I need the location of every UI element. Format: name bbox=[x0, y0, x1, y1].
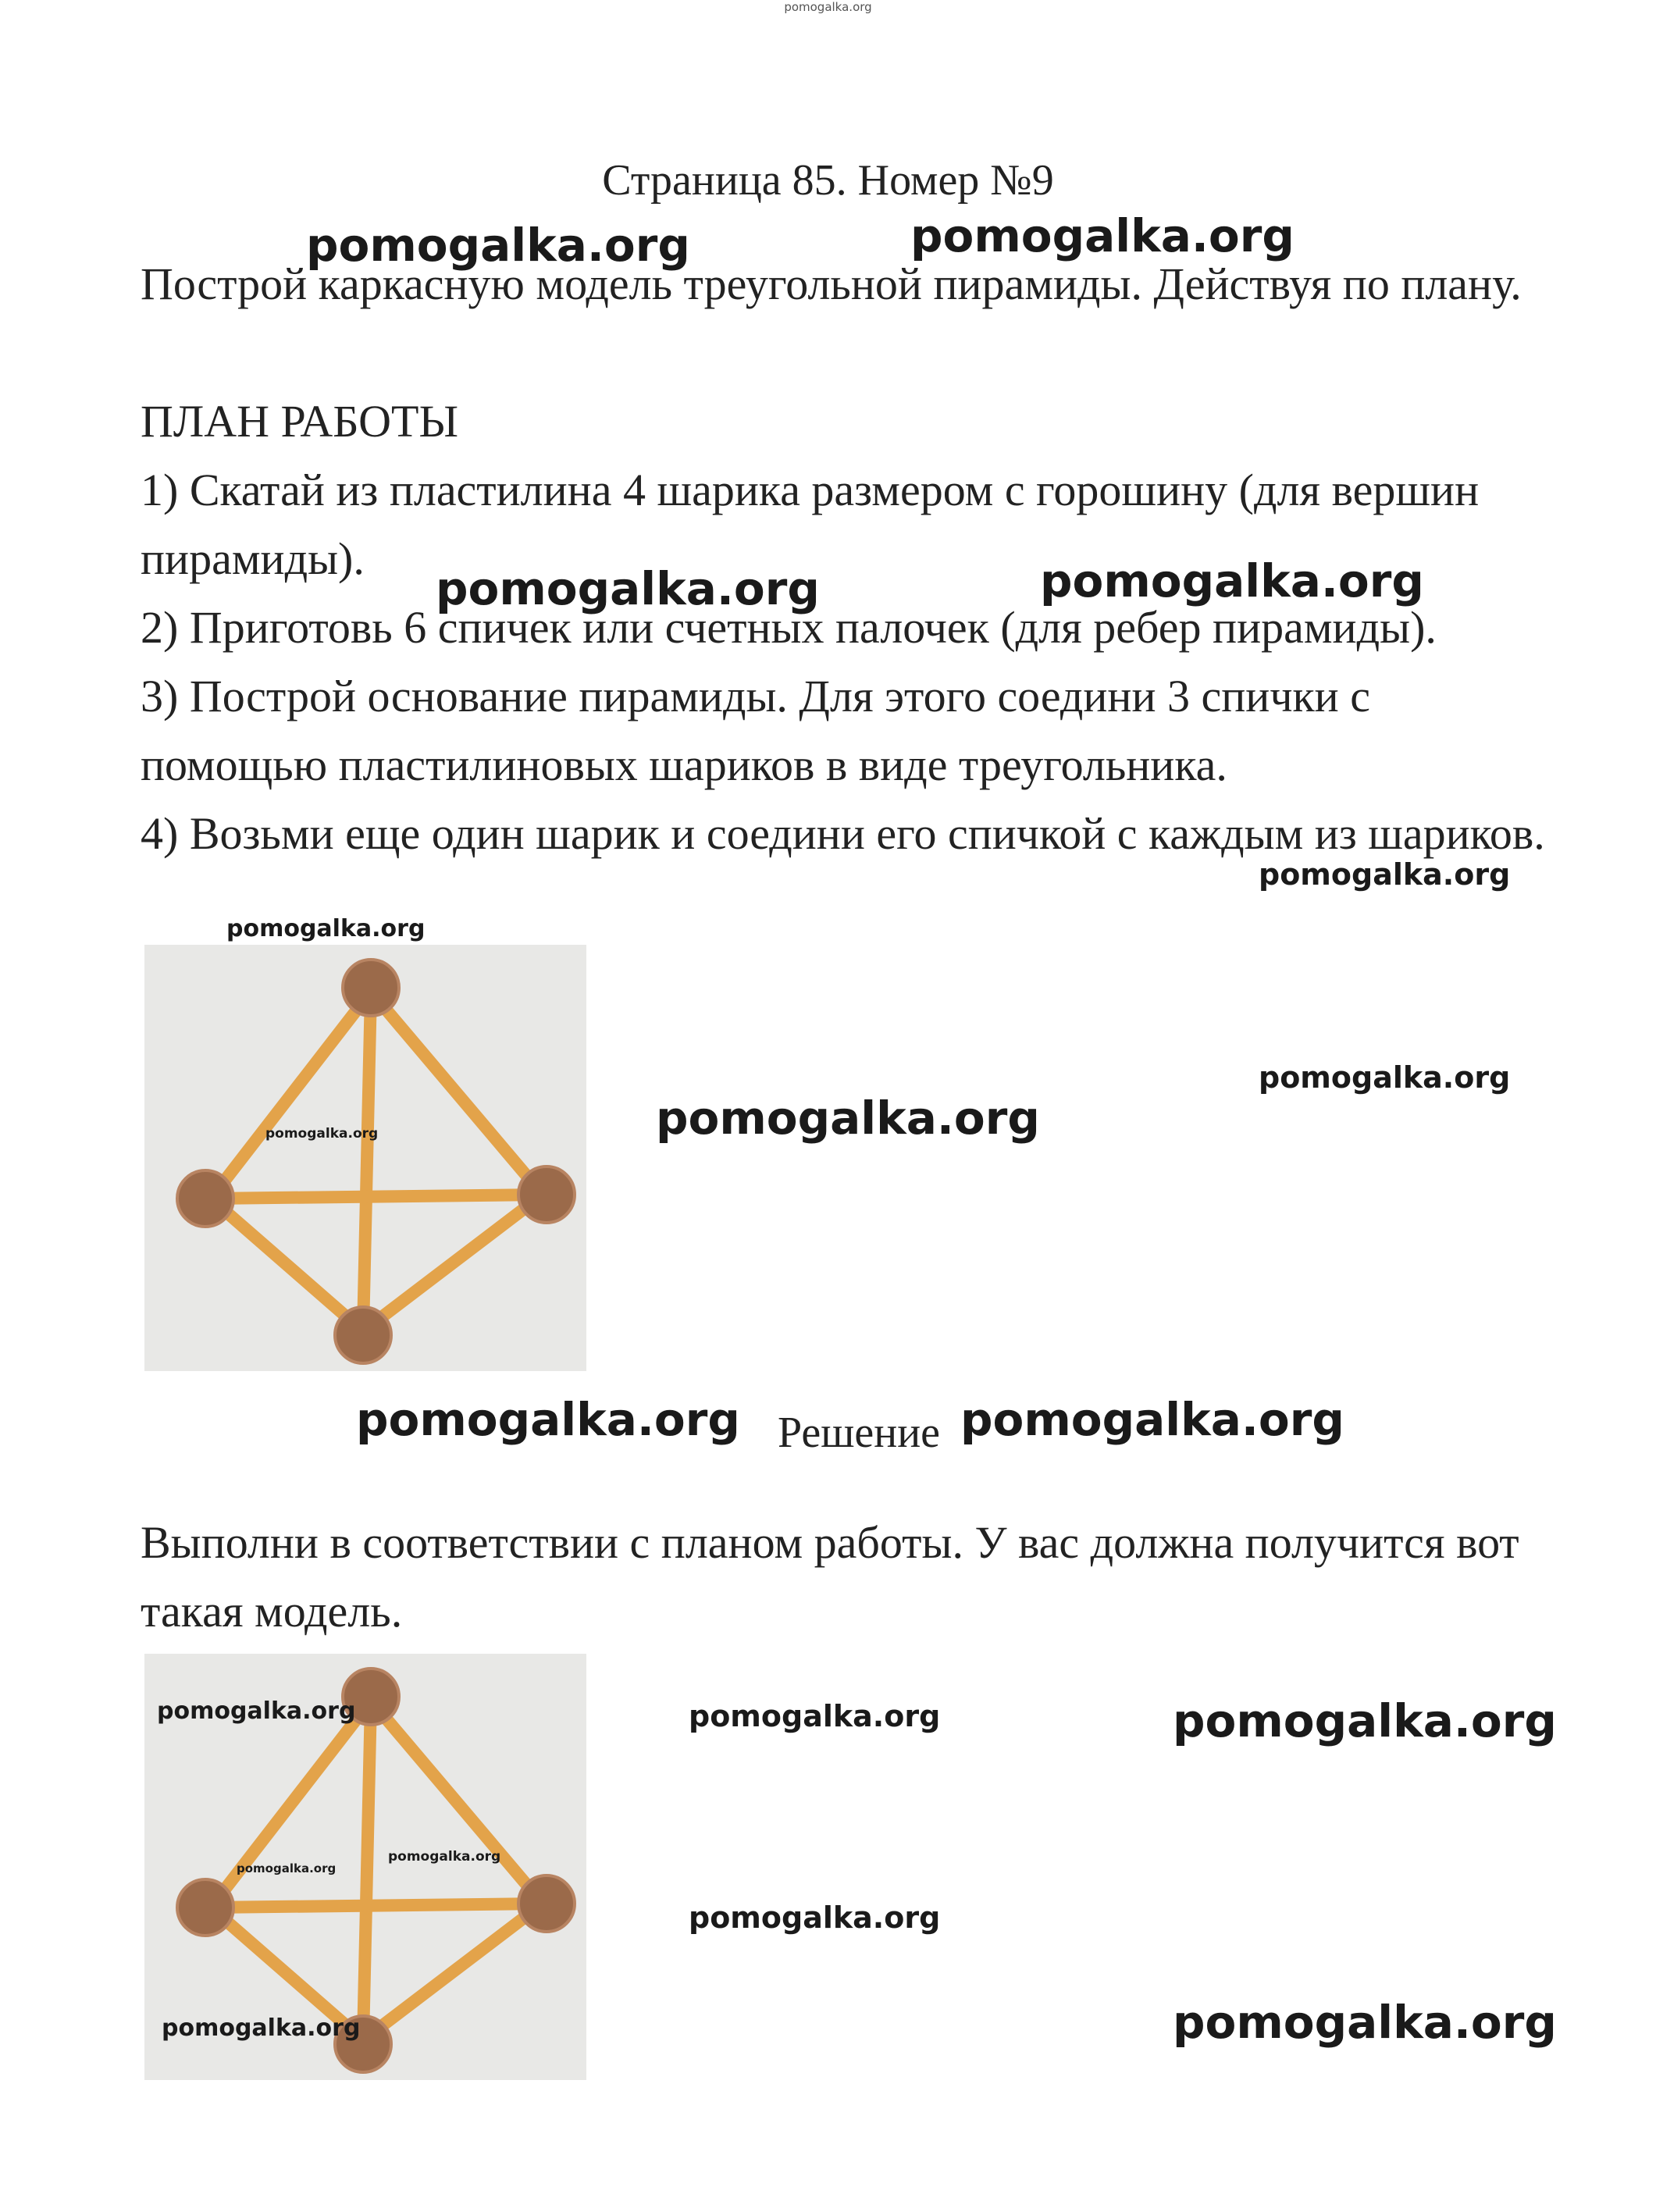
page-watermark: pomogalka.org bbox=[1259, 1060, 1511, 1095]
pyramid-edge bbox=[363, 992, 371, 1331]
page-title: Страница 85. Номер №9 bbox=[602, 156, 1054, 205]
pyramid-vertex bbox=[335, 1307, 391, 1363]
pyramid-figure-solution bbox=[144, 1654, 586, 2080]
page-watermark: pomogalka.org bbox=[1173, 1694, 1557, 1747]
pyramid-vertex bbox=[177, 1879, 233, 1936]
page-watermark: pomogalka.org bbox=[689, 1900, 941, 1935]
pyramid-edge bbox=[211, 1195, 543, 1199]
page-watermark: pomogalka.org bbox=[1259, 857, 1511, 892]
page-watermark: pomogalka.org bbox=[910, 209, 1295, 262]
pyramid-illustration bbox=[144, 945, 586, 1371]
pyramid-edge bbox=[211, 1199, 363, 1331]
figure-watermark: pomogalka.org bbox=[265, 1126, 379, 1142]
pyramid-edge bbox=[371, 1701, 543, 1904]
page-watermark: pomogalka.org bbox=[689, 1699, 941, 1733]
solution-heading: Решение bbox=[777, 1409, 941, 1457]
pyramid-edge bbox=[211, 1701, 371, 1907]
pyramid-vertex bbox=[177, 1170, 233, 1227]
pyramid-figure-task bbox=[144, 945, 586, 1371]
pyramid-edge bbox=[371, 992, 543, 1195]
pyramid-vertex bbox=[343, 960, 399, 1016]
pyramid-edge bbox=[363, 1701, 371, 2040]
page-watermark: pomogalka.org bbox=[1173, 1996, 1557, 2049]
pyramid-vertex bbox=[518, 1875, 575, 1932]
figure-watermark: pomogalka.org bbox=[157, 1697, 356, 1725]
pyramid-vertex bbox=[518, 1167, 575, 1223]
top-watermark: pomogalka.org bbox=[784, 0, 872, 14]
plan-heading: ПЛАН РАБОТЫ bbox=[141, 396, 459, 447]
pyramid-edge bbox=[363, 1904, 543, 2040]
plan-step-2: 2) Приготовь 6 спичек или счетных палочек (для ребер пирамиды). bbox=[141, 602, 1437, 653]
pyramid-edge bbox=[211, 1904, 543, 1907]
pyramid-edge bbox=[211, 992, 371, 1199]
figure-watermark: pomogalka.org bbox=[237, 1861, 337, 1875]
task-intro: Построй каркасную модель треугольной пирамиды. Действуя по плану. bbox=[141, 258, 1522, 309]
page-watermark: pomogalka.org bbox=[226, 915, 426, 942]
page-watermark: pomogalka.org bbox=[960, 1393, 1344, 1446]
page-watermark: pomogalka.org bbox=[436, 562, 820, 615]
plan-step-3: 3) Построй основание пирамиды. Для этого соедини 3 спички с помощью пластилиновых шариков в виде треугольника. bbox=[141, 671, 1370, 790]
solution-text: Выполни в соответствии с планом работы. У вас должна получится вот такая модель. bbox=[141, 1517, 1519, 1637]
page-watermark: pomogalka.org bbox=[656, 1092, 1040, 1145]
page-watermark: pomogalka.org bbox=[1040, 554, 1424, 607]
page-watermark: pomogalka.org bbox=[306, 219, 690, 272]
plan-step-1: 1) Скатай из пластилина 4 шарика размером с горошину (для вершин пирамиды). bbox=[141, 465, 1480, 584]
figure-watermark: pomogalka.org bbox=[162, 2014, 361, 2042]
plan-step-4: 4) Возьми еще один шарик и соедини его спичкой с каждым из шариков. bbox=[141, 808, 1545, 859]
pyramid-edge bbox=[363, 1195, 543, 1331]
figure-watermark: pomogalka.org bbox=[388, 1849, 501, 1865]
page-watermark: pomogalka.org bbox=[356, 1393, 740, 1446]
